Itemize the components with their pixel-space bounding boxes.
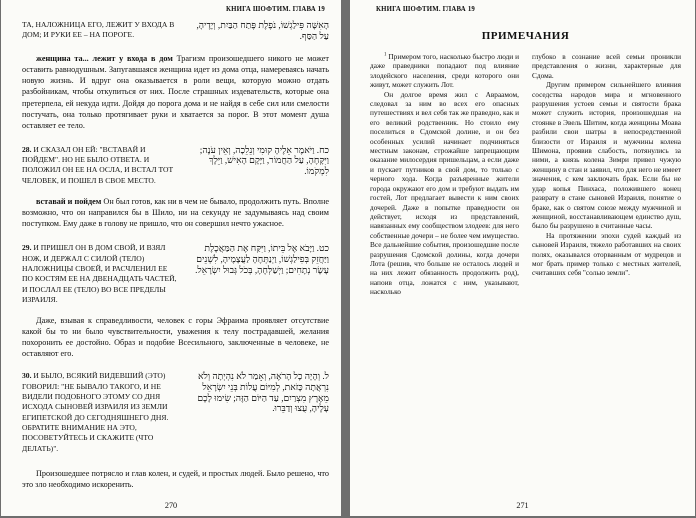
notes-column-left [370, 52, 519, 297]
notes-column-right [532, 52, 681, 297]
verse-28 [22, 145, 329, 186]
page-number: 271 [516, 501, 529, 510]
commentary-paragraph: Произошедшее потрясло и глав колен, и судей, и простых людей. Было решено, что это зло необходимо искоренить. [22, 468, 329, 489]
verse-text: И ПРИШЕЛ ОН В ДОМ СВОЙ, И ВЗЯЛ НОЖ, И ДЕРЖАЛ С СИЛОЙ (ТЕЛО) НАЛОЖНИЦЫ СВОЕЙ, И РАСЧЛЕНИЛ ЕЕ ПО КОСТЯМ ЕЕ НА ДВЕНАДЦАТЬ ЧАСТЕЙ, И ПОСЛАЛ ЕЕ (ТЕЛО) ВО ВСЕ ПРЕДЕЛЫ ИЗРАИЛЯ. [22, 243, 177, 304]
notes-columns [370, 52, 681, 297]
commentary-paragraph [22, 53, 329, 131]
note-paragraph: Он долгое время жил с Авраамом, следовал за ним во всех его опасных путешествиях и вел себя так же праведно, как и его великий родственник. Но стоило ему поселиться в Сдомской долине, и он без особенных усилий начинает подчиняться местным законам, строжайше запрещающим оказание милосердия пришельцам, а если даже и пускает путников в свой дом, то только с черного хода. Когда разъяренные жители города окружают его дом и требуют выдать им гостей, Лот предлагает вывести к ним своих дочерей. Даже в попытке праведности он действует, исходя из представлений, навязанных ему сообществом злодеев: для него собственные дочери – не более чем имущество. Все дальнейшие события, произошедшие после разрушения Сдомской долины, когда дочери Лота (решив, что больше не осталось людей и на них лежит обязанность продолжить род), напоив отца, ложатся с ним, указывают, насколько [370, 89, 519, 297]
commentary-lead: вставай и пойдем [36, 197, 102, 207]
verse-russian: ТА, НАЛОЖНИЦА ЕГО, ЛЕЖИТ У ВХОДА В ДОМ; И РУКИ ЕЕ – НА ПОРОГЕ. [22, 20, 175, 40]
verse-30 [22, 371, 329, 453]
commentary-paragraph [22, 196, 329, 229]
commentary-paragraph: Даже, взывая к справедливости, человек с горы Эфраима проявляет отсутствие какой бы то ни было чувствительности, уважения к телу пострадавшей, желания похоронить ее достойно. Образ и подобие Всесильного, заключенные в человеке, не оставляют его. [22, 316, 329, 359]
verse-text: И СКАЗАЛ ОН ЕЙ: "ВСТАВАЙ И ПОЙДЕМ". НО НЕ БЫЛО ОТВЕТА. И ПОЛОЖИЛ ОН ЕЕ НА ОСЛА, И ВСТАЛ ТОТ ЧЕЛОВЕК, И ПОШЕЛ В СВОЕ МЕСТО. [22, 144, 174, 185]
verse-hebrew: כט. וַיָּבֹא אֶל בֵּיתוֹ, וַיִּקַּח אֶת הַמַּאֲכֶלֶת וַיַּחֲזֵק בְּפִילַגְשׁוֹ, וַיְנַתְּחֶהָ לַעֲצָמֶיהָ, לִשְׁנֵים עָשָׂר נְתָחִים; וַיְשַׁלְּחֶהָ, בְּכֹל גְּבוּל יִשְׂרָאֵל. [195, 243, 329, 275]
verse-number: 29. [22, 243, 32, 253]
note-paragraph: На протяжении эпохи судей каждый из сыновей Израиля, тяжело работавших на своих полях, оказывался оторванным от мудрецов и мог брать пример только с местных жителей, считавших себя "солью земли". [532, 230, 681, 278]
commentary-text: Трагизм произошедшего никого не может оставить равнодушным. Запугавшаяся женщина идет из дома отца, намереваясь начать новую жизнь. И вдруг она оказывается в роли вещи, которую можно отдать разбойникам, чтобы откупиться от них. После страшных издевательств, которые она претерпела, ей некуда идти. Дойдя до порога дома и не найдя в себе сил или смелости постучать, она только протягивает руки и хватается за порог. В этот момент душа оставляет ее тело. [22, 54, 329, 130]
verse-hebrew: הָאִשָּׁה פִּילַגְשׁוֹ, נֹפֶלֶת פֶּתַח הַבַּיִת, וְיָדֶיהָ, עַל הַסַּף. [196, 20, 329, 41]
verse-number: 28. [22, 144, 32, 154]
notes-title: ПРИМЕЧАНИЯ [481, 30, 570, 42]
commentary-text: Он был готов, как ни в чем не бывало, продолжить путь. Вполне возможно, что он направился бы в Шило, ни на секунду не задумываясь над своим поступком. Ему даже в голову не пришло, что он совершил нечто ужасное. [22, 197, 330, 229]
verse-russian [22, 145, 180, 186]
note-paragraph: Другим примером сильнейшего влияния соседства народов мира и мгновенного разрушения устоев семьи и святости брака может служить история, произошедшая на стоянке в Эвель Шитим, когда женщины Моава разбили свои шатры в непосредственной близости от Израиля и мужчины колена Шимона, проявив слабость, потянулись за ними, а князь колена Зимри привел чужую женщину в стан и заявил, что для него не имеет значения, с кем заключать брак. Если бы не удар копья Пинхаса, положившего конец разврату в стане сыновей Израиля, понятие о браке, как о святом союзе между мужчиной и женщиной, восстанавливающем единство душ, было бы разрушено в считанные часы. [532, 80, 681, 231]
verse-text: И БЫЛО, ВСЯКИЙ ВИДЕВШИЙ (ЭТО) ГОВОРИЛ: "НЕ БЫВАЛО ТАКОГО, И НЕ ВИДЕЛИ ПОДОБНОГО ЭТОМУ СО ДНЯ ИСХОДА СЫНОВЕЙ ИЗРАИЛЯ ИЗ ЗЕМЛИ ЕГИПЕТСКОЙ ДО СЕГОДНЯШНЕГО ДНЯ. ОБРАТИТЕ ВНИМАНИЕ НА ЭТО, ПОСОВЕТУЙТЕСЬ И СКАЖИТЕ (ЧТО ДЕЛАТЬ)". [22, 371, 169, 453]
note-paragraph: глубоко в сознание всей семьи проникли представления о жизни, характерные для Сдома. [532, 52, 681, 80]
note-text: Примером того, насколько быстро люди и даже праведники попадают под влияние злодейского населения, среди которого они живут, может служить Лот. [370, 52, 519, 90]
note-paragraph [370, 52, 519, 90]
footnote-marker: 1 [384, 52, 387, 58]
right-page [350, 0, 695, 516]
page-number: 270 [164, 501, 178, 510]
verse-hebrew: ל. וְהָיָה כָל הָרֹאֶה, וְאָמַר לֹא נִהְיְתָה וְלֹא נִרְאֲתָה כָּזֹאת, לְמִיּוֹם עֲלוֹת בְּנֵי יִשְׂרָאֵל מֵאֶרֶץ מִצְרַיִם, עַד הַיּוֹם הַזֶּה; שִׂימוּ לָכֶם עָלֶיהָ, עֻצוּ וְדַבֵּרוּ. [197, 371, 329, 414]
verse-29 [22, 243, 329, 305]
verse-27-end [22, 20, 329, 41]
verse-russian [22, 371, 180, 453]
verse-hebrew: כח. וַיֹּאמֶר אֵלֶיהָ קוּמִי וְנֵלֵכָה, וְאֵין עֹנֶה; וַיִּקָּחֶהָ, עַל הַחֲמוֹר, וַיָּקָם הָאִישׁ, וַיֵּלֶךְ לִמְקֹמוֹ. [199, 144, 329, 177]
running-head: КНИГА ШОФТИМ. ГЛАВА 19 [376, 6, 476, 13]
running-head: КНИГА ШОФТИМ. ГЛАВА 19 [225, 6, 325, 13]
commentary-lead: женщина та... лежит у входа в дом [36, 54, 173, 64]
left-page [1, 0, 341, 516]
verse-russian [22, 243, 180, 305]
verse-number: 30. [22, 371, 32, 381]
